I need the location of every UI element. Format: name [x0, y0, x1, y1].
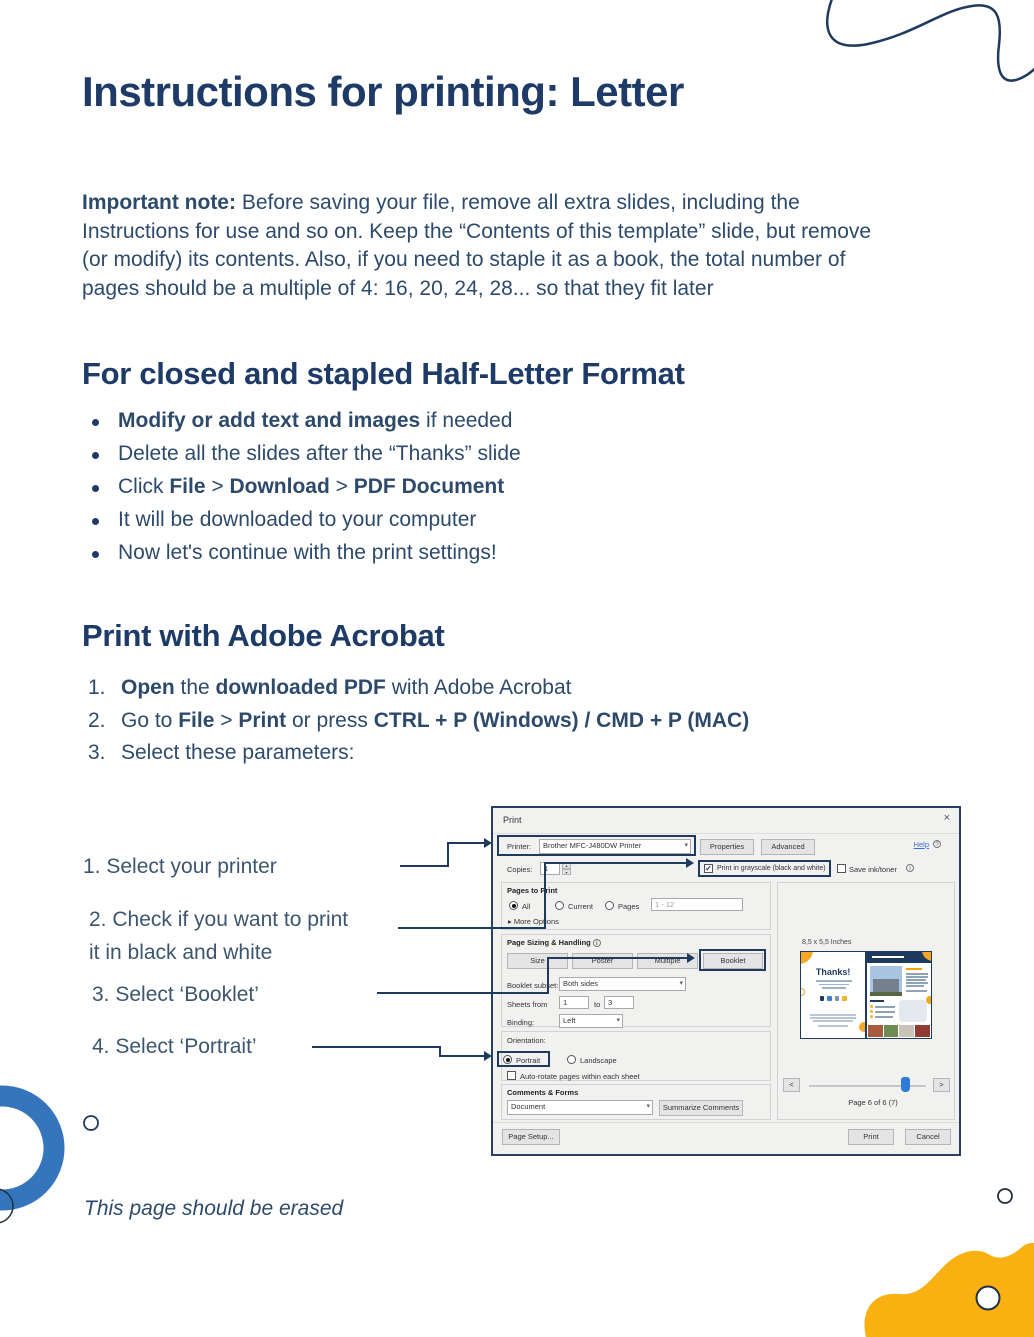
thumbnail-right-page [867, 952, 931, 1038]
list-item: Click File > Download > PDF Document [92, 475, 852, 508]
list-item: It will be downloaded to your computer [92, 508, 852, 541]
landscape-radio[interactable] [567, 1055, 576, 1064]
orange-corner-decoration [801, 952, 813, 964]
cancel-button[interactable]: Cancel [905, 1129, 951, 1145]
list-item: 1. Open the downloaded PDF with Adobe Acrobat [88, 676, 572, 699]
bullet-dot-icon [92, 551, 99, 558]
copies-spinner-down[interactable]: ▾ [562, 869, 571, 876]
callout-black-and-white: 2. Check if you want to print it in black and white [89, 908, 349, 964]
preview-slider-thumb[interactable] [901, 1077, 910, 1092]
social-icon [842, 996, 847, 1001]
grayscale-checkbox[interactable]: ✓ [705, 864, 712, 873]
all-radio[interactable] [509, 901, 518, 910]
section-heading-half-letter: For closed and stapled Half-Letter Format [82, 356, 685, 391]
photo-strip [868, 1025, 930, 1037]
sizing-heading: Page Sizing & Handling i [507, 938, 601, 947]
bullet-dot-icon [92, 485, 99, 492]
comments-select[interactable]: Document ▾ [507, 1100, 653, 1115]
save-ink-checkbox[interactable] [837, 864, 846, 873]
erase-page-note: This page should be erased [84, 1197, 344, 1220]
list-item: Now let's continue with the print settings! [92, 541, 852, 574]
advanced-button[interactable]: Advanced [761, 839, 815, 855]
callout-select-printer: 1. Select your printer [83, 855, 277, 878]
bullet-dot-icon [92, 452, 99, 459]
orange-ring-decoration [801, 988, 805, 996]
grayscale-label: Print in grayscale (black and white) [717, 865, 826, 872]
thumbnail-header-band [867, 952, 931, 963]
chevron-down-icon: ▾ [616, 1017, 620, 1024]
more-options-toggle[interactable]: ▸ More Options [508, 917, 559, 926]
page-setup-button[interactable]: Page Setup... [502, 1129, 560, 1145]
booklet-button[interactable]: Booklet [703, 953, 763, 969]
acrobat-numbered-list [88, 676, 888, 774]
help-link[interactable]: Help [913, 840, 929, 849]
close-icon[interactable]: × [943, 812, 950, 824]
preview-size-label: 8,5 x 5,5 Inches [802, 939, 852, 946]
booklet-highlight-box [699, 949, 766, 971]
list-item: 2. Go to File > Print or press CTRL + P (Windows) / CMD + P (MAC) [88, 708, 750, 732]
sheets-from-label: Sheets from [507, 1000, 548, 1009]
sheets-from-input[interactable]: 1 [559, 996, 589, 1009]
list-item: Delete all the slides after the “Thanks” slide [92, 442, 852, 475]
booklet-subset-label: Booklet subset: [507, 981, 559, 990]
pages-to-print-heading: Pages to Print [507, 886, 558, 895]
bullet-dot-icon [92, 419, 99, 426]
page-title: Instructions for printing: Letter [82, 68, 684, 115]
orange-dot-decoration [926, 996, 931, 1004]
pages-range-input[interactable]: 1 - 12 [651, 898, 743, 911]
preview-thumbnail [800, 951, 932, 1039]
portrait-label: Portrait [516, 1056, 541, 1065]
printer-highlight-box [497, 835, 696, 856]
bullet-dot-icon [92, 518, 99, 525]
building-photo [870, 966, 902, 996]
list-item: Modify or add text and images if needed [92, 409, 852, 442]
autorotate-label: Auto-rotate pages within each sheet [520, 1072, 640, 1081]
orientation-label: Orientation: [507, 1036, 546, 1045]
more-options-arrow-icon: ▸ [508, 917, 512, 926]
thumbnail-left-page [801, 952, 865, 1038]
current-radio[interactable] [555, 901, 564, 910]
copies-label: Copies: [507, 865, 533, 874]
social-icon [835, 996, 840, 1001]
sheets-to-input[interactable]: 3 [604, 996, 634, 1009]
landscape-label: Landscape [580, 1056, 617, 1065]
chevron-down-icon: ▾ [679, 980, 683, 987]
world-map-graphic [899, 1000, 927, 1022]
portrait-highlight-box [497, 1051, 550, 1067]
booklet-subset-select[interactable]: Both sides ▾ [559, 977, 686, 991]
printer-select[interactable]: Brother MFC-J480DW Printer ▾ [539, 839, 691, 854]
print-button[interactable]: Print [848, 1129, 894, 1145]
orange-corner-decoration [922, 952, 931, 961]
current-label: Current [568, 902, 594, 911]
prev-page-button[interactable]: < [783, 1078, 800, 1092]
size-button[interactable]: Size [507, 953, 568, 969]
save-ink-label: Save ink/toner [849, 865, 897, 874]
social-icons-row [801, 996, 865, 1001]
to-label: to [594, 1000, 601, 1009]
callout-select-booklet: 3. Select ‘Booklet’ [92, 983, 259, 1006]
section-heading-acrobat: Print with Adobe Acrobat [82, 618, 445, 653]
orange-dot-decoration [859, 1022, 865, 1032]
important-note: Important note: Before saving your file, remove all extra slides, including the Instructions for use and so on. Keep the “Contents of this template” slide, but remove (or modify) its contents. Also, if you need to staple it as a book, the total number of pages should be a multiple of 4: 16, 20, 24, 28... so that they fit later [82, 191, 872, 300]
grayscale-highlight-box [698, 860, 831, 877]
print-dialog [491, 806, 961, 1156]
callout-select-portrait: 4. Select ‘Portrait’ [92, 1035, 257, 1058]
printer-label: Printer: [507, 842, 532, 851]
next-page-button[interactable]: > [933, 1078, 950, 1092]
list-item: 3. Select these parameters: [88, 741, 355, 764]
help-icon[interactable]: ? [933, 840, 941, 848]
properties-button[interactable]: Properties [700, 839, 754, 855]
copies-input[interactable]: 1 [540, 862, 560, 875]
pages-radio[interactable] [605, 901, 614, 910]
social-icon [827, 996, 832, 1001]
all-label: All [522, 902, 531, 911]
info-icon: i [593, 939, 601, 947]
social-icon [820, 996, 825, 1001]
thumbnail-thanks-text: Thanks! [815, 967, 851, 977]
poster-button[interactable]: Poster [572, 953, 633, 969]
copies-spinner-up[interactable]: ▴ [562, 862, 571, 869]
chevron-down-icon: ▾ [646, 1103, 650, 1110]
comments-heading: Comments & Forms [507, 1088, 579, 1097]
binding-label: Binding: [507, 1018, 535, 1027]
autorotate-checkbox[interactable] [507, 1071, 516, 1080]
multiple-button[interactable]: Multiple [637, 953, 698, 969]
dialog-title: Print [503, 815, 522, 825]
page-info-label: Page 6 of 6 (7) [848, 1098, 898, 1107]
binding-select[interactable]: Left ▾ [559, 1014, 623, 1028]
half-letter-bullet-list [92, 409, 852, 574]
info-icon: i [906, 864, 914, 872]
summarize-comments-button[interactable]: Summarize Comments [659, 1100, 743, 1116]
pages-label: Pages [618, 902, 640, 911]
chevron-down-icon: ▾ [684, 842, 688, 849]
